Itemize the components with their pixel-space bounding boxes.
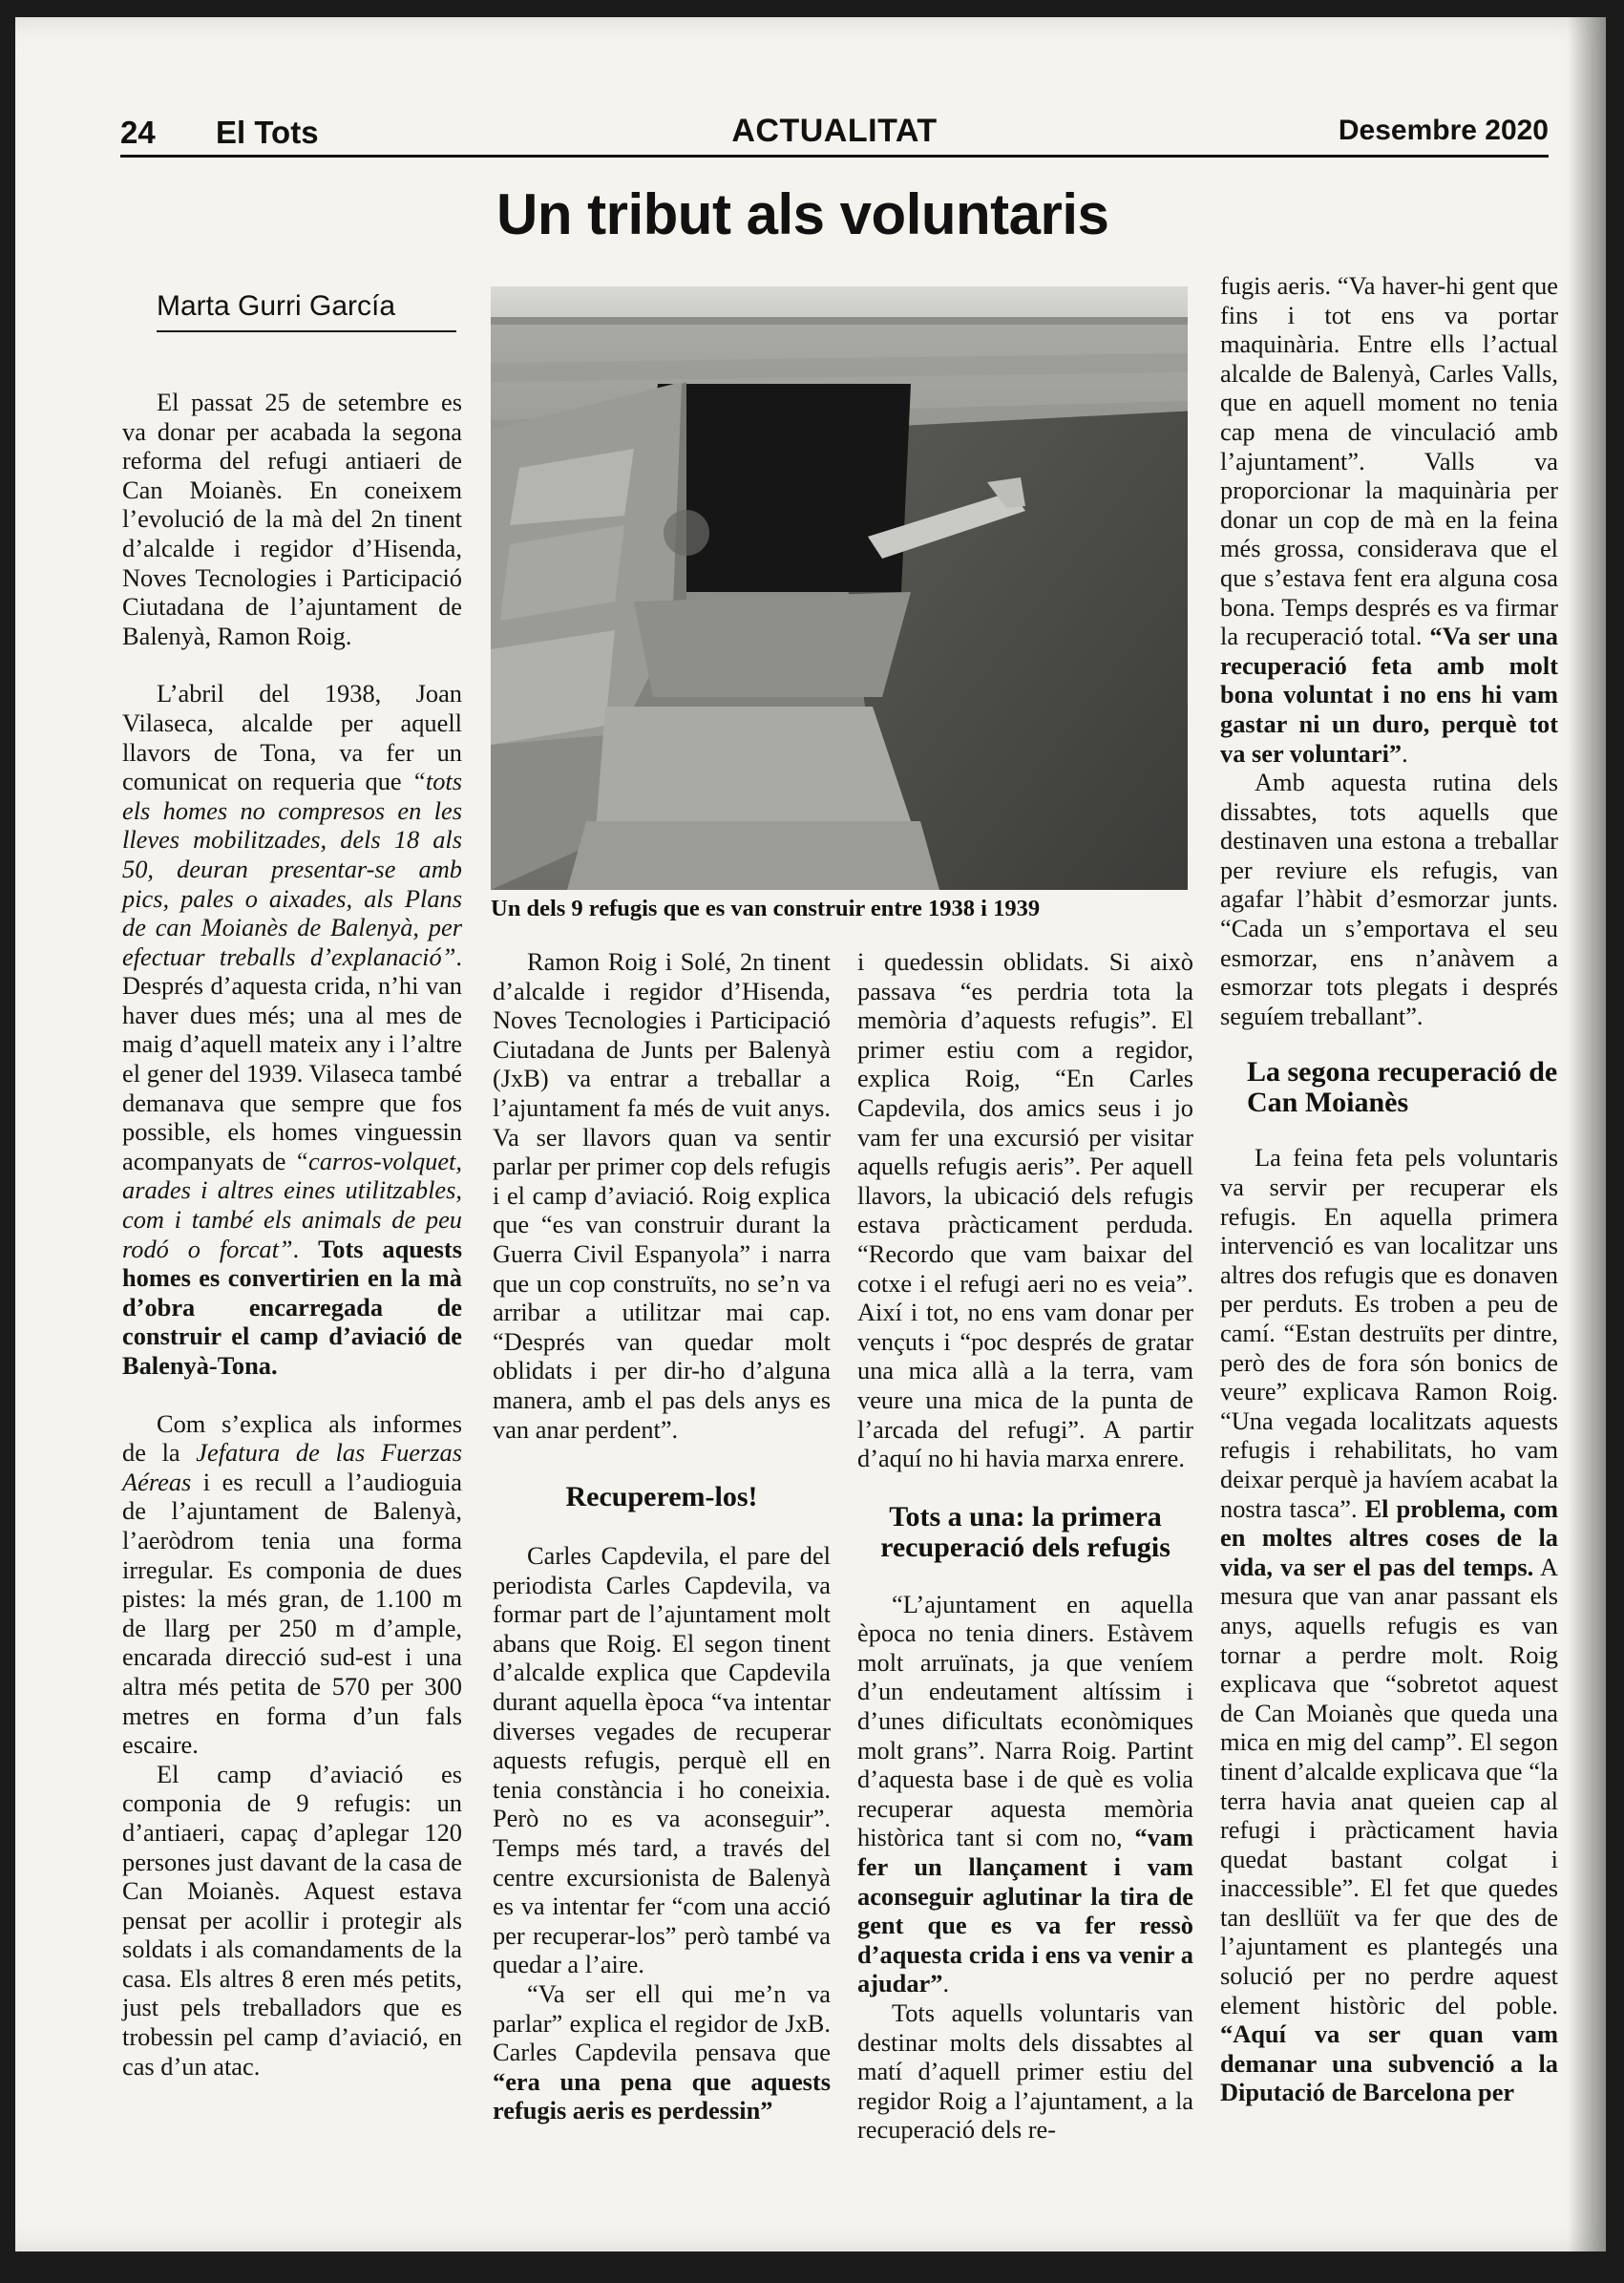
paragraph: La feina feta pels voluntaris va servir per recuperar els refugis. En aquella primera intervenció es van localitzar uns altres dos refugis que es donaven per perduts. Es troben a peu de camí. “Estan destruïts per dintre, però des de fora són bonics de veure” explicava Ramon Roig. “Una vegada localitzats aquests refugis i rehabilitats, ho vam deixar perquè ja havíem acabat la nostra tasca”. El problema, com en moltes altres coses de la vida, va ser el pas del temps. A mesura que van anar passant els anys, aquells refugis es van tornar a perdre molt. Roig explicava que “sobretot aquest de Can Moianès que queda una mica en mig del camp”. El segon tinent d’alcalde explicava que “la terra havia anat queien cap al refugi i pràcticament havia quedat bastant colgat i inaccessible”. El fet que quedes tan desllüït va fer que des de l’ajuntament es plantegés una solució per no perdre aquest element històric del poble. “Aquí va ser quan vam demanar una subvenció a la Diputació de Barcelona per <box>1220 1143 1559 2107</box>
section-name: ACTUALITAT <box>731 113 938 149</box>
article-byline: Marta Gurri García <box>157 290 456 332</box>
subheading: Tots a una: la primera recuperació dels refugis <box>880 1500 1171 1563</box>
article-headline: Un tribut als voluntaris <box>496 182 1109 246</box>
paragraph: i quedessin oblidats. Si això passava “es perdria tota la memòria d’aquests refugis”. El primer estiu com a regidor, explica Roig, “En Carles Capdevila, dos amics seus i jo vam fer una excursió per visitar aquells refugis aeris”. Per aquell llavors, la ubicació dels refugis estava pràcticament perduda. “Recordo que vam baixar del cotxe i el refugi aeri no es veia”. Així i tot, no ens vam donar per vençuts i “poc després de gratar una mica allà a la terra, vam veure una mica de la punta de l’arcada del refugi”. A partir d’aquí no hi havia marxa enrere. <box>857 947 1193 1473</box>
newspaper-page <box>15 17 1606 2251</box>
page-number: 24 <box>120 115 156 150</box>
subheading: La segona recuperació de Can Moianès <box>1247 1056 1558 1119</box>
paragraph: El passat 25 de setembre es va donar per acabada la segona reforma del refugi antiaeri de Can Moianès. En coneixem l’evolució de la mà del 2n tinent d’alcalde i regidor d’Hisenda, Noves Tecnologies i Participació Ciutadana de l’ajuntament de Balenyà, Ramon Roig. <box>122 388 462 650</box>
page-spine-shadow <box>1568 17 1606 2251</box>
paragraph: “L’ajuntament en aquella època no tenia diners. Estàvem molt arruïnats, ja que veníem d’un endeutament altíssim i d’unes dificultats econòmiques molt grans”. Narra Roig. Partint d’aquesta base i de què es volia recuperar aquesta memòria històrica tant si com no, “vam fer un llançament i vam aconseguir aglutinar la tira de gent que es va fer ressò d’aquesta crida i ens va venir a ajudar”. <box>857 1589 1193 1998</box>
photo-caption: Un dels 9 refugis que es van construir entre 1938 i 1939 <box>491 896 1041 921</box>
article-photo <box>491 286 1188 890</box>
running-header <box>120 111 1549 158</box>
paragraph: Carles Capdevila, el pare del periodista Carles Capdevila, va formar part de l’ajuntament molt abans que Roig. El segon tinent d’alcalde explica que Capdevila durant aquella època “va intentar diverses vegades de recuperar aquests refugis, perquè ell en tenia constància i ho coneixia. Però no es va aconseguir”. Temps més tard, a través del centre excursionista de Balenyà es va intentar fer “com una acció per recuperar-los” però també va quedar a l’aire. <box>493 1541 831 1979</box>
paragraph: Com s’explica als informes de la Jefatura de las Fuerzas Aéreas i es recull a l’audioguia de l’ajuntament de Balenyà, l’aeròdrom tenia una forma irregular. Es componia de dues pistes: la més gran, de 1.100 m de llarg per 250 m d’ample, encarada direcció sud-est i una altra més petita de 570 per 300 metres en forma d’un fals escaire. <box>122 1408 462 1760</box>
paragraph: “Va ser ell qui me’n va parlar” explica el regidor de JxB. Carles Capdevila pensava que “era una pena que aquests refugis aeris es perdessin” <box>493 1979 831 2125</box>
paragraph: Ramon Roig i Solé, 2n tinent d’alcalde i regidor d’Hisenda, Noves Tecnologies i Participació Ciutadana de Junts per Balenyà (JxB) va entrar a treballar a l’ajuntament fa més de vuit anys. Va ser llavors quan va sentir parlar per primer cop dels refugis i el camp d’aviació. Roig explica que “es van construir durant la Guerra Civil Espanyola” i narra que un cop construïts, no se’n va arribar a utilitzar mai cap. “Després van quedar molt oblidats i per dir-ho d’alguna manera, amb el pas dels anys es van anar perdent”. <box>493 947 831 1444</box>
paragraph: L’abril del 1938, Joan Vilaseca, alcalde per aquell llavors de Tona, va fer un comunicat on requeria que “tots els homes no compresos en les lleves mobilitzades, dels 18 als 50, deuran presentar-se amb pics, pales o aixades, als Plans de can Moianès de Balenyà, per efectuar treballs d’explanació”. Després d’aquesta crida, n’hi van haver dues més; una al mes de maig d’aquell mateix any i l’altre el gener del 1939. Vilaseca també demanava que sempre que fos possible, els homes vinguessin acompanyats de “carros-volquet, arades i altres eines utilitzables, com i també els animals de peu rodó o forcat”. Tots aquests homes es convertirien en la mà d’obra encarregada de construir el camp d’aviació de Balenyà-Tona. <box>122 679 462 1380</box>
article-column-2 <box>493 947 831 2125</box>
article-column-1 <box>122 388 462 2081</box>
article-column-3 <box>857 947 1193 2145</box>
bunker-photo-illustration <box>491 286 1188 890</box>
article-column-4 <box>1220 271 1558 2107</box>
publication-name: El Tots <box>216 115 319 150</box>
paragraph: Amb aquesta rutina dels dissabtes, tots aquells que destinaven una estona a treballar per reviure els refugis, van agafar l’hàbit d’esmorzar junts. “Cada un s’emportava el seu esmorzar, ens n’anàvem a esmorzar tots plegats i després seguíem treballant”. <box>1220 768 1558 1030</box>
subheading: Recuperem-los! <box>565 1481 758 1513</box>
paragraph: fugis aeris. “Va haver-hi gent que fins i tot ens va portar maquinària. Entre ells l’actual alcalde de Balenyà, Carles Valls, que en aquell moment no tenia cap mena de vinculació amb l’ajuntament”. Valls va proporcionar la maquinària per donar un cop de mà en la feina més grossa, considerava que el que s’estava fent era alguna cosa bona. Temps després es va firmar la recuperació total. “Va ser una recuperació feta amb molt bona voluntat i no ens hi vam gastar ni un duro, perquè tot va ser voluntari”. <box>1220 271 1559 768</box>
paragraph: El camp d’aviació es componia de 9 refugis: un d’antiaeri, capaç d’aplegar 120 persones just davant de la casa de Can Moianès. Aquest estava pensat per acollir i protegir als soldats i als comandaments de la casa. Els altres 8 eren més petits, just pels treballadors que es trobessin pel camp d’aviació, en cas d’un atac. <box>122 1759 462 2081</box>
issue-date: Desembre 2020 <box>1338 115 1549 146</box>
paragraph: Tots aquells voluntaris van destinar molts dels dissabtes al matí d’aquell primer estiu del regidor Roig a l’ajuntament, a la recuperació dels re- <box>857 1998 1193 2145</box>
